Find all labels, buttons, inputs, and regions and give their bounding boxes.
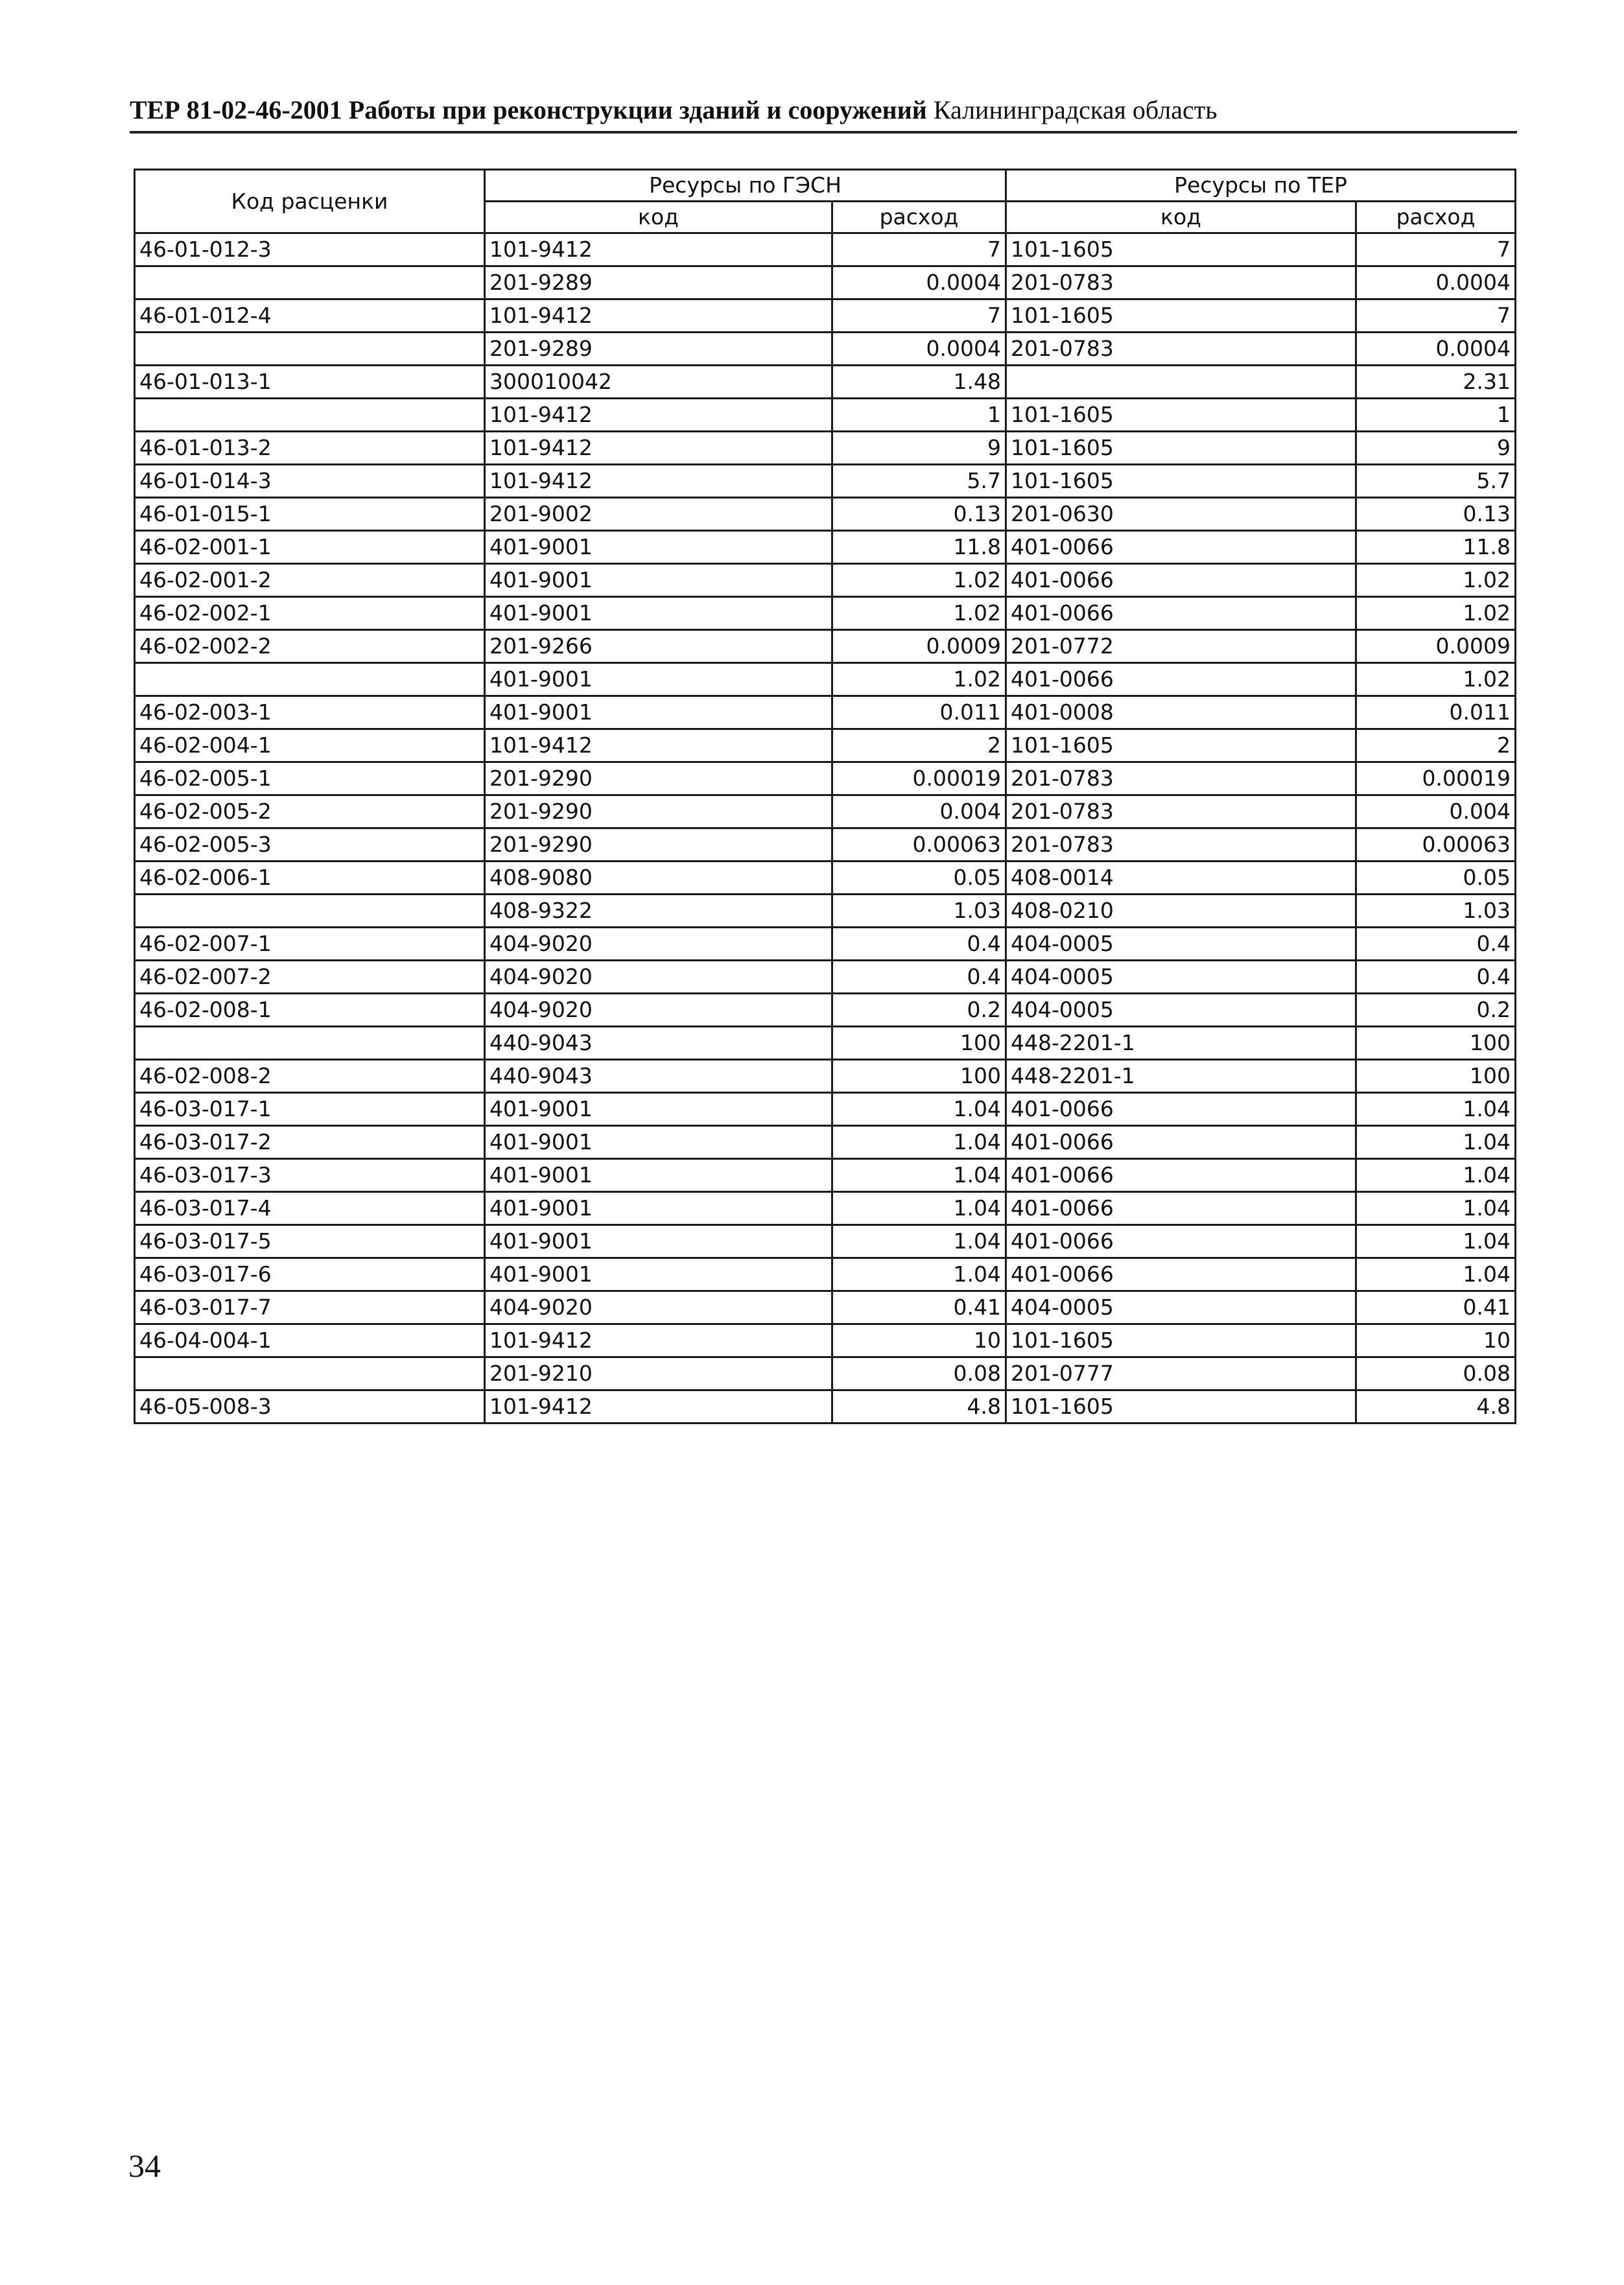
ter-quantity-cell: 1.02 [1356,663,1516,696]
rate-code-cell: 46-03-017-2 [135,1126,485,1159]
rate-code-cell: 46-03-017-1 [135,1093,485,1126]
gesn-quantity-cell: 11.8 [832,531,1006,564]
gesn-code-cell: 440-9043 [485,1027,832,1060]
ter-quantity-cell: 1.04 [1356,1258,1516,1291]
gesn-code-cell: 404-9020 [485,961,832,994]
table-row [135,399,1516,432]
table-row [135,1225,1516,1258]
table-row [135,1126,1516,1159]
gesn-quantity-cell: 0.2 [832,994,1006,1027]
ter-code-cell: 404-0005 [1006,928,1356,961]
resources-table [134,169,1516,1424]
table-row [135,299,1516,333]
ter-quantity-cell: 100 [1356,1027,1516,1060]
gesn-quantity-cell: 2 [832,729,1006,762]
table-row [135,895,1516,928]
rate-code-cell: 46-03-017-4 [135,1192,485,1225]
ter-code-cell: 401-0066 [1006,1225,1356,1258]
gesn-quantity-cell: 0.4 [832,961,1006,994]
rate-code-cell: 46-02-005-1 [135,762,485,795]
ter-quantity-cell: 11.8 [1356,531,1516,564]
ter-quantity-cell: 7 [1356,299,1516,333]
ter-quantity-cell: 0.0004 [1356,266,1516,299]
gesn-code-cell: 401-9001 [485,1192,832,1225]
ter-quantity-cell: 7 [1356,233,1516,266]
ter-code-cell: 408-0014 [1006,861,1356,895]
rate-code-cell: 46-02-006-1 [135,861,485,895]
gesn-quantity-cell: 0.4 [832,928,1006,961]
gesn-code-cell: 401-9001 [485,564,832,597]
table-row [135,928,1516,961]
gesn-code-cell: 440-9043 [485,1060,832,1093]
ter-code-cell: 404-0005 [1006,994,1356,1027]
rate-code-cell: 46-02-007-2 [135,961,485,994]
ter-code-cell: 408-0210 [1006,895,1356,928]
table-row [135,333,1516,366]
rate-code-cell: 46-04-004-1 [135,1324,485,1357]
ter-quantity-cell: 1.04 [1356,1126,1516,1159]
rate-code-cell: 46-02-002-1 [135,597,485,630]
table-row [135,994,1516,1027]
ter-code-cell: 448-2201-1 [1006,1060,1356,1093]
gesn-code-cell: 401-9001 [485,1093,832,1126]
rate-code-cell: 46-02-001-1 [135,531,485,564]
table-row [135,233,1516,266]
gesn-code-cell: 401-9001 [485,1258,832,1291]
gesn-code-cell: 201-9290 [485,795,832,828]
rate-code-cell: 46-03-017-6 [135,1258,485,1291]
gesn-quantity-cell: 100 [832,1027,1006,1060]
ter-code-cell: 401-0066 [1006,1126,1356,1159]
table-row [135,1027,1516,1060]
ter-quantity-cell: 0.00019 [1356,762,1516,795]
rate-code-cell: 46-02-005-3 [135,828,485,861]
gesn-code-cell: 101-9412 [485,729,832,762]
rate-code-cell: 46-02-001-2 [135,564,485,597]
gesn-quantity-cell: 4.8 [832,1390,1006,1424]
table-row [135,531,1516,564]
table-row [135,729,1516,762]
gesn-code-cell: 101-9412 [485,465,832,498]
ter-quantity-cell: 0.004 [1356,795,1516,828]
gesn-quantity-cell: 1.04 [832,1159,1006,1192]
gesn-code-cell: 101-9412 [485,299,832,333]
gesn-quantity-cell: 1.02 [832,564,1006,597]
rate-code-cell [135,399,485,432]
ter-code-cell: 401-0066 [1006,663,1356,696]
gesn-code-cell: 201-9266 [485,630,832,663]
ter-quantity-cell: 0.13 [1356,498,1516,531]
rate-code-cell: 46-01-012-3 [135,233,485,266]
gesn-quantity-cell: 5.7 [832,465,1006,498]
ter-code-cell: 404-0005 [1006,961,1356,994]
rate-code-cell: 46-01-012-4 [135,299,485,333]
ter-code-cell: 401-0066 [1006,1093,1356,1126]
gesn-quantity-cell: 7 [832,233,1006,266]
gesn-quantity-cell: 0.00019 [832,762,1006,795]
table-row [135,861,1516,895]
rate-code-cell: 46-02-004-1 [135,729,485,762]
table-row [135,1357,1516,1390]
header-gesn-resources: Ресурсы по ГЭСН [485,170,1006,202]
rate-code-cell: 46-02-003-1 [135,696,485,729]
ter-quantity-cell: 2 [1356,729,1516,762]
ter-code-cell: 201-0783 [1006,333,1356,366]
rate-code-cell: 46-01-013-2 [135,432,485,465]
gesn-quantity-cell: 1 [832,399,1006,432]
gesn-quantity-cell: 100 [832,1060,1006,1093]
gesn-code-cell: 101-9412 [485,432,832,465]
table-row [135,696,1516,729]
gesn-quantity-cell: 1.04 [832,1093,1006,1126]
gesn-code-cell: 101-9412 [485,233,832,266]
rate-code-cell [135,1357,485,1390]
ter-code-cell: 404-0005 [1006,1291,1356,1324]
ter-quantity-cell: 2.31 [1356,366,1516,399]
ter-quantity-cell: 1 [1356,399,1516,432]
gesn-code-cell: 401-9001 [485,663,832,696]
header-ter-code: код [1006,202,1356,233]
ter-quantity-cell: 0.00063 [1356,828,1516,861]
ter-quantity-cell: 0.0004 [1356,333,1516,366]
table-row [135,1324,1516,1357]
gesn-quantity-cell: 0.13 [832,498,1006,531]
rate-code-cell [135,895,485,928]
gesn-quantity-cell: 10 [832,1324,1006,1357]
rate-code-cell: 46-02-002-2 [135,630,485,663]
ter-code-cell: 101-1605 [1006,465,1356,498]
ter-quantity-cell: 1.02 [1356,564,1516,597]
table-body [135,233,1516,1424]
ter-quantity-cell: 1.04 [1356,1093,1516,1126]
gesn-quantity-cell: 1.03 [832,895,1006,928]
rate-code-cell: 46-02-007-1 [135,928,485,961]
gesn-quantity-cell: 9 [832,432,1006,465]
gesn-quantity-cell: 0.004 [832,795,1006,828]
table-row [135,1093,1516,1126]
table-row [135,961,1516,994]
table-row [135,1060,1516,1093]
gesn-code-cell: 401-9001 [485,1225,832,1258]
gesn-code-cell: 300010042 [485,366,832,399]
gesn-code-cell: 401-9001 [485,1126,832,1159]
ter-code-cell: 401-0066 [1006,531,1356,564]
rate-code-cell: 46-01-014-3 [135,465,485,498]
header-ter-resources: Ресурсы по ТЕР [1006,170,1516,202]
table-row [135,465,1516,498]
rate-code-cell: 46-02-008-1 [135,994,485,1027]
ter-code-cell: 401-0066 [1006,1258,1356,1291]
header-gesn-code: код [485,202,832,233]
gesn-code-cell: 101-9412 [485,399,832,432]
rate-code-cell: 46-05-008-3 [135,1390,485,1424]
gesn-code-cell: 401-9001 [485,531,832,564]
table-row [135,762,1516,795]
ter-code-cell: 201-0783 [1006,828,1356,861]
ter-code-cell: 201-0783 [1006,795,1356,828]
gesn-code-cell: 408-9322 [485,895,832,928]
rate-code-cell: 46-03-017-3 [135,1159,485,1192]
table-row [135,828,1516,861]
ter-quantity-cell: 1.02 [1356,597,1516,630]
table-row [135,266,1516,299]
ter-code-cell: 401-0008 [1006,696,1356,729]
gesn-quantity-cell: 0.0004 [832,266,1006,299]
ter-quantity-cell: 1.04 [1356,1159,1516,1192]
ter-quantity-cell: 1.04 [1356,1225,1516,1258]
gesn-code-cell: 401-9001 [485,597,832,630]
rate-code-cell [135,266,485,299]
page-header [130,89,1517,134]
ter-code-cell: 401-0066 [1006,1159,1356,1192]
gesn-code-cell: 404-9020 [485,1291,832,1324]
gesn-code-cell: 101-9412 [485,1390,832,1424]
rate-code-cell [135,663,485,696]
gesn-quantity-cell: 0.00063 [832,828,1006,861]
gesn-code-cell: 201-9290 [485,828,832,861]
ter-code-cell: 201-0783 [1006,266,1356,299]
ter-code-cell: 448-2201-1 [1006,1027,1356,1060]
gesn-code-cell: 201-9289 [485,266,832,299]
ter-code-cell: 101-1605 [1006,729,1356,762]
rate-code-cell: 46-02-008-2 [135,1060,485,1093]
ter-code-cell: 101-1605 [1006,1390,1356,1424]
rate-code-cell: 46-01-013-1 [135,366,485,399]
ter-quantity-cell: 0.2 [1356,994,1516,1027]
gesn-code-cell: 404-9020 [485,994,832,1027]
page-number: 34 [128,2148,161,2184]
gesn-quantity-cell: 1.04 [832,1126,1006,1159]
table-row [135,1258,1516,1291]
table-row [135,597,1516,630]
rate-code-cell [135,333,485,366]
gesn-quantity-cell: 0.0004 [832,333,1006,366]
ter-code-cell: 201-0772 [1006,630,1356,663]
table-row [135,1159,1516,1192]
gesn-quantity-cell: 1.04 [832,1192,1006,1225]
gesn-quantity-cell: 0.0009 [832,630,1006,663]
gesn-quantity-cell: 1.04 [832,1258,1006,1291]
gesn-code-cell: 101-9412 [485,1324,832,1357]
gesn-quantity-cell: 1.02 [832,597,1006,630]
table-row [135,498,1516,531]
gesn-quantity-cell: 7 [832,299,1006,333]
ter-quantity-cell: 0.0009 [1356,630,1516,663]
gesn-quantity-cell: 1.02 [832,663,1006,696]
header-rate-code: Код расценки [135,170,485,233]
gesn-quantity-cell: 1.48 [832,366,1006,399]
gesn-quantity-cell: 0.08 [832,1357,1006,1390]
gesn-quantity-cell: 0.41 [832,1291,1006,1324]
ter-quantity-cell: 1.04 [1356,1192,1516,1225]
ter-quantity-cell: 0.05 [1356,861,1516,895]
gesn-code-cell: 201-9002 [485,498,832,531]
rate-code-cell: 46-01-015-1 [135,498,485,531]
header-gesn-quantity: расход [832,202,1006,233]
rate-code-cell: 46-02-005-2 [135,795,485,828]
ter-code-cell [1006,366,1356,399]
ter-code-cell: 101-1605 [1006,399,1356,432]
document-title: ТЕР 81-02-46-2001 Работы при реконструкции зданий и сооружений [130,95,927,124]
gesn-code-cell: 401-9001 [485,1159,832,1192]
table-row [135,366,1516,399]
ter-quantity-cell: 1.03 [1356,895,1516,928]
ter-code-cell: 401-0066 [1006,597,1356,630]
gesn-code-cell: 404-9020 [485,928,832,961]
gesn-quantity-cell: 1.04 [832,1225,1006,1258]
gesn-code-cell: 201-9289 [485,333,832,366]
gesn-code-cell: 408-9080 [485,861,832,895]
ter-quantity-cell: 0.4 [1356,928,1516,961]
header-ter-quantity: расход [1356,202,1516,233]
ter-quantity-cell: 5.7 [1356,465,1516,498]
ter-quantity-cell: 0.4 [1356,961,1516,994]
ter-code-cell: 101-1605 [1006,1324,1356,1357]
ter-quantity-cell: 0.41 [1356,1291,1516,1324]
ter-quantity-cell: 0.011 [1356,696,1516,729]
table-row [135,564,1516,597]
table-row [135,663,1516,696]
gesn-code-cell: 201-9290 [485,762,832,795]
ter-quantity-cell: 0.08 [1356,1357,1516,1390]
rate-code-cell: 46-03-017-5 [135,1225,485,1258]
table-row [135,1291,1516,1324]
ter-code-cell: 401-0066 [1006,564,1356,597]
rate-code-cell [135,1027,485,1060]
ter-quantity-cell: 9 [1356,432,1516,465]
table-row [135,432,1516,465]
ter-code-cell: 101-1605 [1006,233,1356,266]
gesn-quantity-cell: 0.011 [832,696,1006,729]
ter-code-cell: 101-1605 [1006,432,1356,465]
table-row [135,630,1516,663]
ter-quantity-cell: 100 [1356,1060,1516,1093]
ter-quantity-cell: 10 [1356,1324,1516,1357]
ter-quantity-cell: 4.8 [1356,1390,1516,1424]
ter-code-cell: 201-0783 [1006,762,1356,795]
ter-code-cell: 201-0630 [1006,498,1356,531]
ter-code-cell: 201-0777 [1006,1357,1356,1390]
table-row [135,1390,1516,1424]
ter-code-cell: 101-1605 [1006,299,1356,333]
ter-code-cell: 401-0066 [1006,1192,1356,1225]
gesn-code-cell: 201-9210 [485,1357,832,1390]
table-row [135,795,1516,828]
table-row [135,1192,1516,1225]
rate-code-cell: 46-03-017-7 [135,1291,485,1324]
gesn-code-cell: 401-9001 [485,696,832,729]
region-name: Калининградская область [926,95,1218,124]
gesn-quantity-cell: 0.05 [832,861,1006,895]
